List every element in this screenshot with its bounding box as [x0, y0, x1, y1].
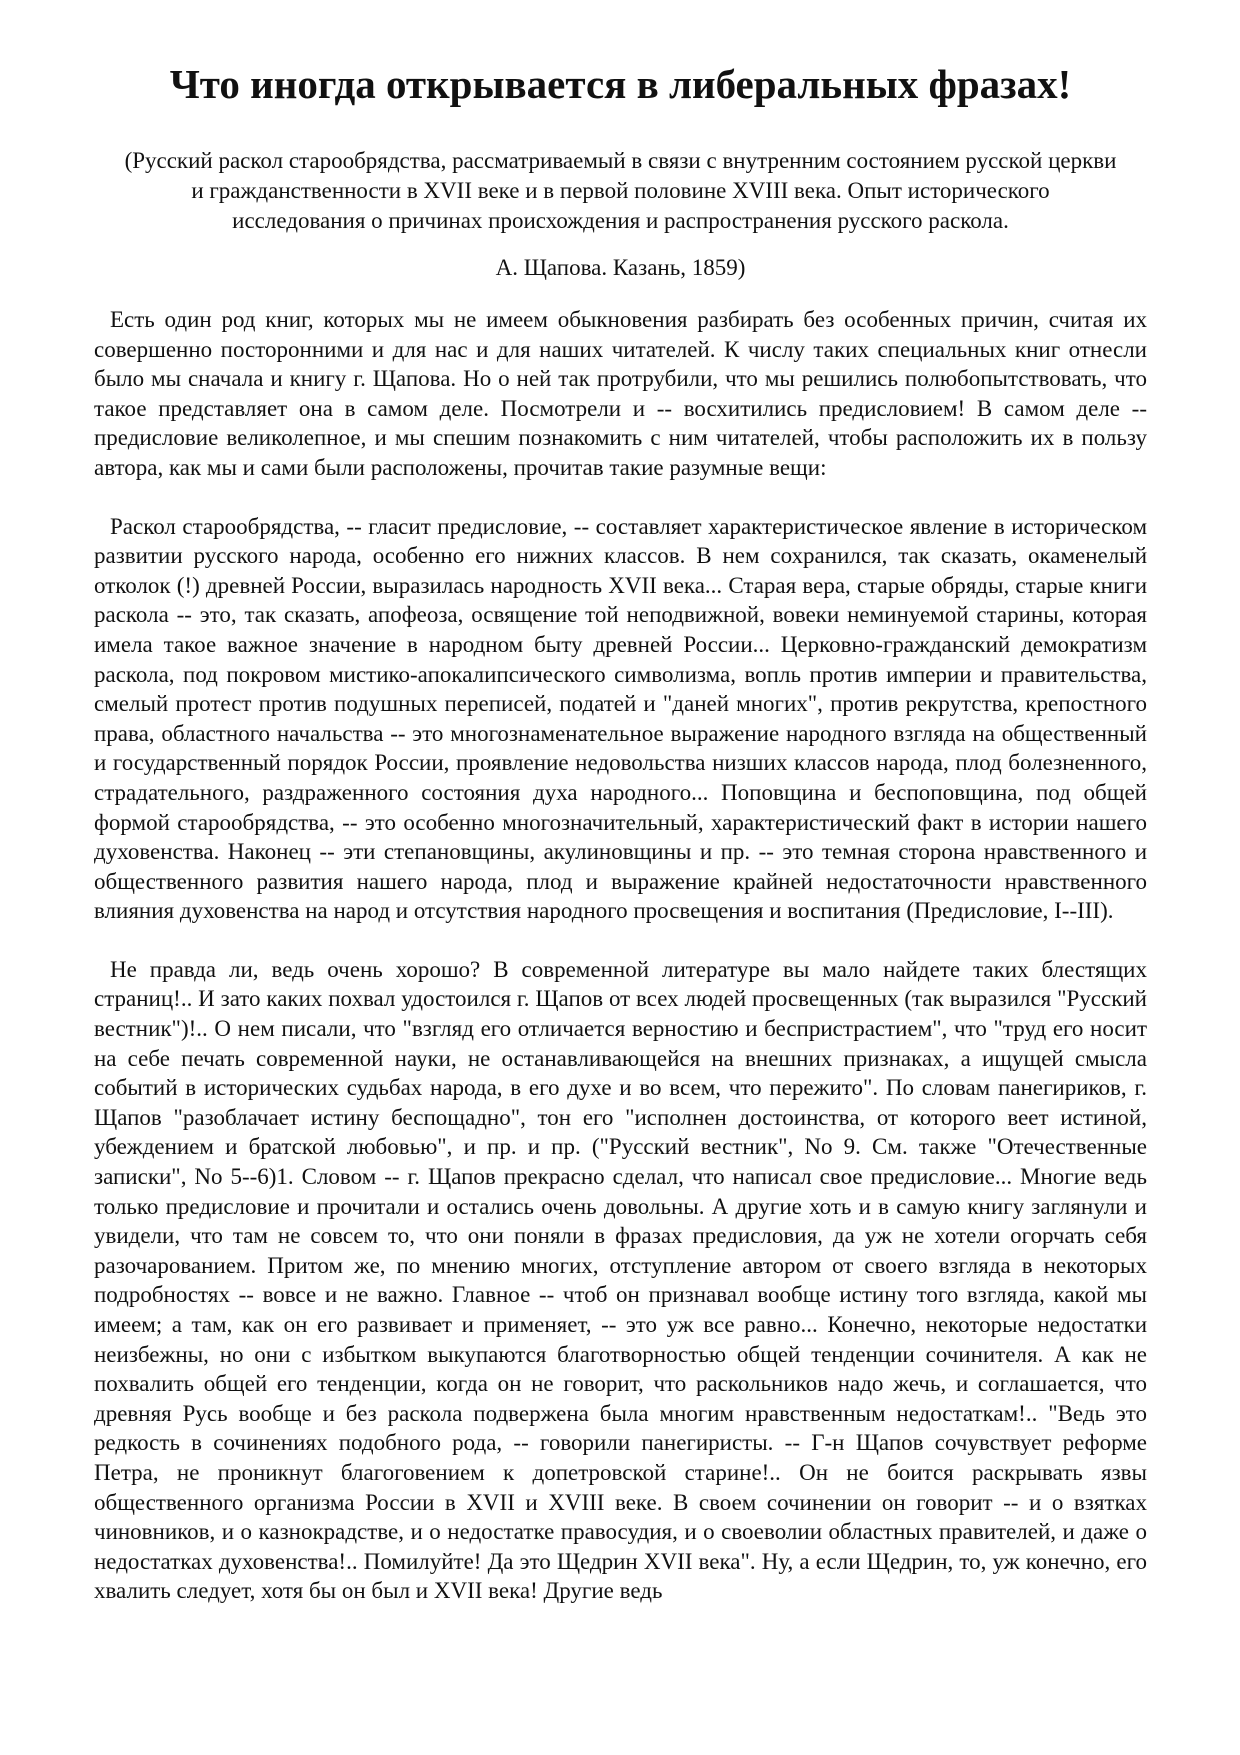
book-subtitle: (Русский раскол старообрядства, рассматриваемый в связи с внутренним состоянием русской церкви и гражданственности в XVII веке и в первой половине XVIII века. Опыт исторического исследования о причинах происхождения и распространения русского раскола. [124, 148, 1117, 233]
paragraph-2: Раскол старообрядства, -- гласит предисловие, -- составляет характеристическое явление в историческом развитии русского народа, особенно его нижних классов. В нем сохранился, так сказать, окаменелый отколок (!) древней России, выразилась народность XVII века... Старая вера, старые обряды, старые книги раскола -- это, так сказать, апофеоза, освящение той неподвижной, вовеки неминуемой старины, которая имела такое важное значение в народном быту древней России... Церковно-гражданский демократизм раскола, под покровом мистико-апокалипсического символизма, вопль против империи и правительства, смелый протест против подушных переписей, податей и "даней многих", против рекрутства, крепостного права, областного начальства -- это многознаменательное выражение народного взгляда на общественный и государственный порядок России, проявление недовольства низших классов народа, плод болезненного, страдательного, раздраженного состояния духа народного... Поповщина и беспоповщина, под общей формой старообрядства, -- это особенно многозначительный, характеристический факт в истории нашего духовенства. Наконец -- эти степановщины, акулиновщины и пр. -- это темная сторона нравственного и общественного развития нашего народа, плод и выражение крайней недостаточности нравственного влияния духовенства на народ и отсутствия народного просвещения и воспитания (Предисловие, I--III). [94, 513, 1147, 924]
page-title: Что иногда открывается в либеральных фразах! [169, 61, 1072, 107]
document-page [94, 58, 1147, 1635]
book-source: А. Щапова. Казань, 1859) [495, 255, 746, 280]
paragraph-1: Есть один род книг, которых мы не имеем обыкновения разбирать без особенных причин, считая их совершенно посторонними и для нас и для наших читателей. К числу таких специальных книг отнесли было мы сначала и книгу г. Щапова. Но о ней так протрубили, что мы решились полюбопытствовать, что такое представляет она в самом деле. Посмотрели и -- восхитились предисловием! В самом деле -- предисловие великолепное, и мы спешим познакомить с ним читателей, чтобы расположить их в пользу автора, как мы и сами были расположены, прочитав такие разумные вещи: [94, 307, 1147, 480]
paragraph-3: Не правда ли, ведь очень хорошо? В современной литературе вы мало найдете таких блестящих страниц!.. И зато каких похвал удостоился г. Щапов от всех людей просвещенных (так выразился "Русский вестник")!.. О нем писали, что "взгляд его отличается верностию и беспристрастием", что "труд его носит на себе печать современной науки, не останавливающейся на внешних признаках, а ищущей смысла событий в исторических судьбах народа, в его духе и во всем, что пережито". По словам панегириков, г. Щапов "разоблачает истину беспощадно", тон его "исполнен достоинства, от которого веет истиной, убеждением и братской любовью", и пр. и пр. ("Русский вестник", No 9. См. также "Отечественные записки", No 5--6)1. Словом -- г. Щапов прекрасно сделал, что написал свое предисловие... Многие ведь только предисловие и прочитали и остались очень довольны. А другие хоть и в самую книгу заглянули и увидели, что там не совсем то, что они поняли в фразах предисловия, да уж не хотели огорчать себя разочарованием. Притом же, по мнению многих, отступление автором от своего взгляда в некоторых подробностях -- вовсе и не важно. Главное -- чтоб он признавал вообще истину того взгляда, какой мы имеем; а там, как он его развивает и применяет, -- это уж все равно... Конечно, некоторые недостатки неизбежны, но они с избытком выкупаются благотворностью общей тенденции сочинителя. А как не похвалить общей его тенденции, когда он не говорит, что раскольников надо жечь, и соглашается, что древняя Русь вообще и без раскола подвержена была многим нравственным недостаткам!.. "Ведь это редкость в сочинениях подобного рода, -- говорили панегиристы. -- Г-н Щапов сочувствует реформе Петра, не проникнут благоговением к допетровской старине!.. Он не боится раскрывать язвы общественного организма России в XVII и XVIII веке. В своем сочинении он говорит -- и о взятках чиновников, и о казнокрадстве, и о недостатке правосудия, и о своеволии областных правителей, и даже о недостатках духовенства!.. Помилуйте! Да это Щедрин XVII века". Ну, а если Щедрин, то, уж конечно, его хвалить следует, хотя бы он был и XVII века! Другие ведь [94, 956, 1147, 1604]
